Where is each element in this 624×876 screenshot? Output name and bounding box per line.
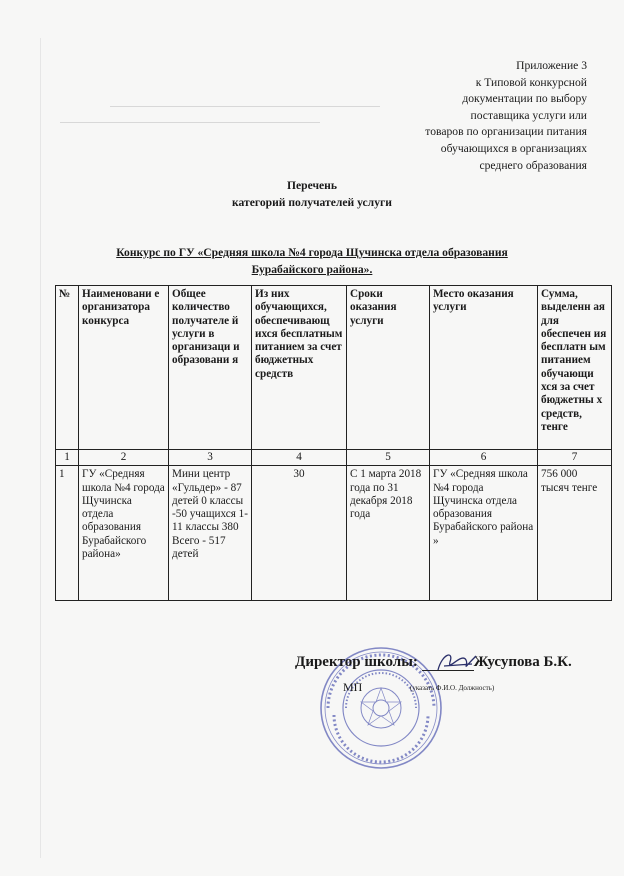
header-free-meal-students: Из них обучающихся, обеспечивающ ихся бесплатным питанием за счет бюджетных средств [252, 286, 347, 450]
appendix-line: Приложение 3 [516, 59, 587, 72]
director-title: Директор школы: [295, 654, 418, 670]
signature-hint: (указать Ф.И.О. Должность) [410, 684, 495, 692]
column-number: 7 [538, 450, 612, 466]
stamp-place-label: МП [343, 680, 363, 694]
header-organizer: Наименовани е организатора конкурса [79, 286, 169, 450]
contest-title-line1: Конкурс по ГУ «Средняя школа №4 города Щучинска отдела образования [116, 246, 508, 259]
handwritten-signature-icon [432, 648, 484, 678]
header-number: № [56, 286, 79, 450]
cell-service-period: С 1 марта 2018 года по 31 декабря 2018 года [347, 466, 430, 601]
appendix-line: поставщика услуги или [470, 108, 587, 122]
recipients-table [55, 285, 612, 601]
document-subtitle: категорий получателей услуги [232, 196, 392, 209]
column-number: 4 [252, 450, 347, 466]
column-number: 6 [430, 450, 538, 466]
appendix-line: товаров по организации питания [425, 125, 587, 139]
contest-title-line2: Бурабайского района». [251, 263, 373, 276]
table-header-row [56, 286, 612, 450]
header-service-period: Сроки оказания услуги [347, 286, 430, 450]
table-column-numbers-row [56, 450, 612, 466]
document-title: Перечень [287, 179, 337, 192]
appendix-block [425, 58, 587, 174]
cell-organizer: ГУ «Средняя школа №4 города Щучинска отдела образования Бурабайского района» [79, 466, 169, 601]
column-number: 2 [79, 450, 169, 466]
cell-number: 1 [56, 466, 79, 601]
appendix-line: обучающихся в организациях [440, 141, 587, 155]
cell-total-recipients: Мини центр «Гульдер» - 87 детей 0 классы -50 учащихся 1-11 классы 380 Всего - 517 детей [169, 466, 252, 601]
column-number: 3 [169, 450, 252, 466]
appendix-line: документации по выбору [462, 92, 587, 106]
appendix-line: к Типовой конкурсной [475, 75, 587, 89]
cell-free-meal-students: 30 [252, 466, 347, 601]
column-number: 5 [347, 450, 430, 466]
director-name: Жусупова Б.К. [473, 654, 572, 670]
cell-allocated-sum: 756 000 тысяч тенге [538, 466, 612, 601]
appendix-line: среднего образования [479, 158, 587, 172]
header-service-place: Место оказания услуги [430, 286, 538, 450]
column-number: 1 [56, 450, 79, 466]
cell-service-place: ГУ «Средняя школа №4 города Щучинска отдела образования Бурабайского района » [430, 466, 538, 601]
header-total-recipients: Общее количество получателе й услуги в организаци и образовани я [169, 286, 252, 450]
header-allocated-sum: Сумма, выделенн ая для обеспечен ия бесплатн ым питанием обучающи хся за счет бюджетны х средств, тенге [538, 286, 612, 450]
table-row [56, 466, 612, 601]
